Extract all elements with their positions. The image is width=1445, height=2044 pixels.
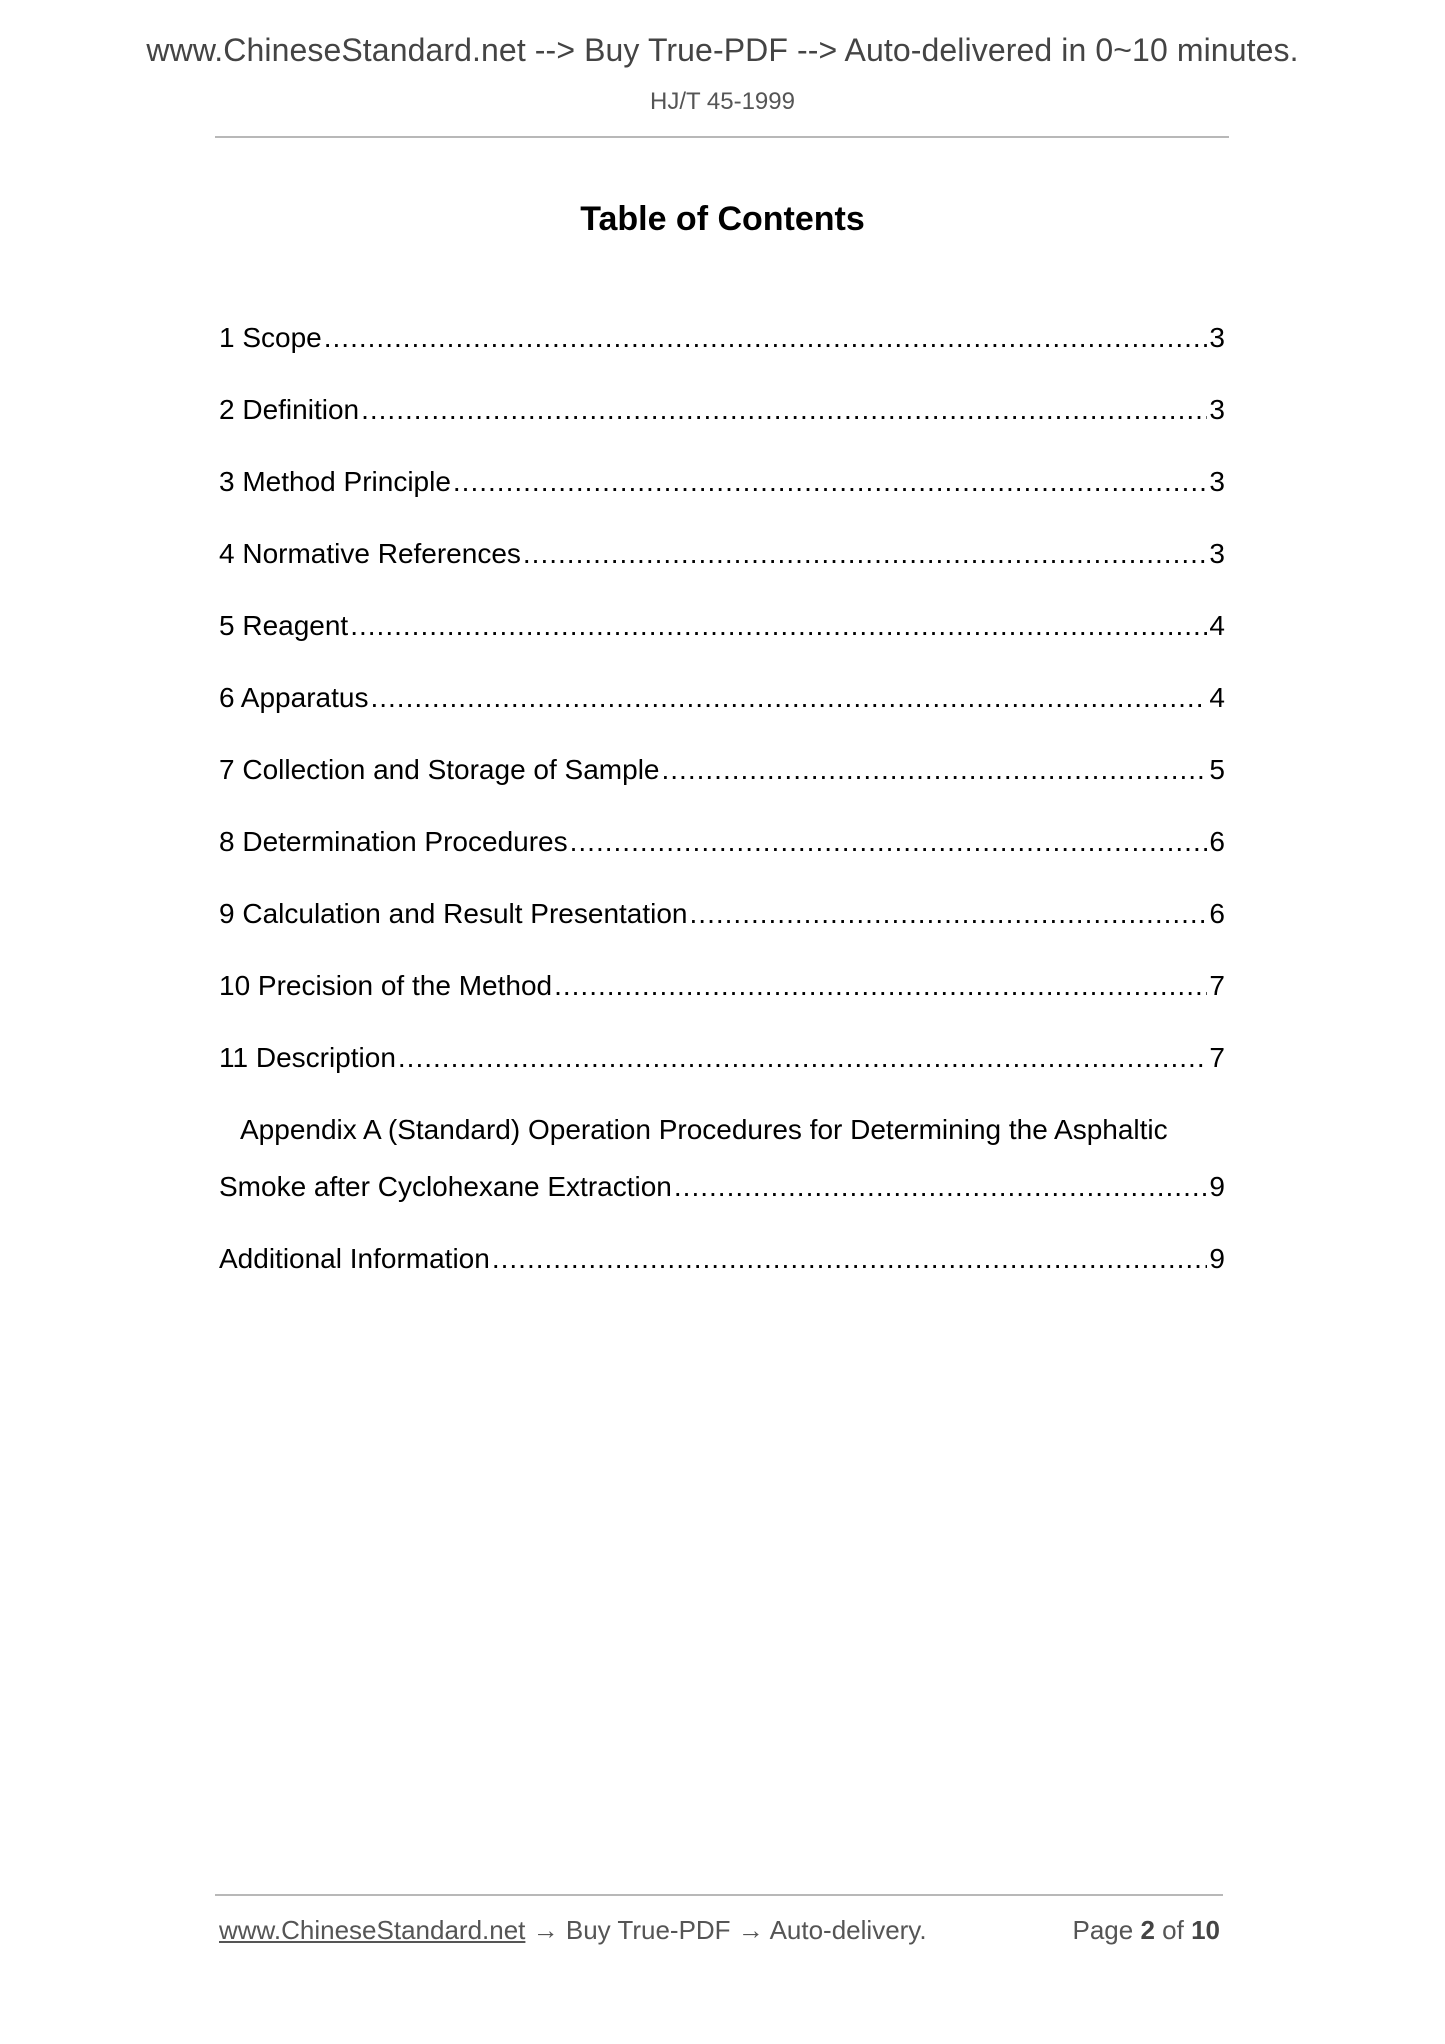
toc-entry-page: 5 [1209,754,1225,785]
toc-entry-definition[interactable] [219,390,1225,462]
toc-entry-label: 11 Description [219,1042,396,1073]
footer-tagline: → Buy True-PDF → Auto-delivery. [525,1915,927,1945]
footer-divider [215,1894,1223,1896]
toc-entry-precision[interactable] [219,966,1225,1038]
toc-entry-label: 5 Reagent [219,610,349,641]
toc-entry-page: 6 [1209,826,1225,857]
toc-entry-apparatus[interactable] [219,678,1225,750]
toc-entry-label: 4 Normative References [219,538,521,569]
toc-entry-appendix-a[interactable] [219,1110,1225,1223]
toc-dot-leader [523,534,1208,574]
toc-entry-reagent[interactable] [219,606,1225,678]
toc-entry-label: 9 Calculation and Result Presentation [219,898,688,929]
toc-entry-description[interactable] [219,1038,1225,1110]
standard-code: HJ/T 45-1999 [650,88,795,115]
page-word: Page [1072,1915,1134,1945]
toc-dot-leader [570,822,1208,862]
toc-dot-leader [324,318,1208,358]
toc-dot-leader [361,390,1207,430]
toc-entry-label: 2 Definition [219,394,360,425]
toc-entry-label: Additional Information [219,1243,490,1274]
page-of-word: of [1162,1915,1184,1945]
toc-entry-label: 1 Scope [219,322,322,353]
toc-dot-leader [370,678,1207,718]
toc-dot-leader [350,606,1207,646]
toc-dot-leader [690,894,1208,934]
toc-entry-page: 6 [1209,898,1225,929]
page-total: 10 [1191,1915,1220,1945]
toc-entry-collection-storage[interactable] [219,750,1225,822]
page-indicator [1072,1913,1220,1947]
footer-site-link[interactable]: www.ChineseStandard.net [219,1915,526,1945]
toc-entry-page: 4 [1209,682,1225,713]
toc-dot-leader [662,750,1208,790]
toc-entry-page: 3 [1209,394,1225,425]
toc-entry-label: 10 Precision of the Method [219,970,553,1001]
toc-entry-label: 8 Determination Procedures [219,826,568,857]
toc-dot-leader [554,966,1207,1006]
toc-dot-leader [674,1167,1208,1207]
toc-entry-page: 9 [1209,1171,1225,1202]
toc-entry-label: 6 Apparatus [219,682,369,713]
header-divider [215,136,1229,138]
toc-entry-method-principle[interactable] [219,462,1225,534]
toc-entry-label: 3 Method Principle [219,466,451,497]
table-of-contents [219,318,1225,1311]
toc-entry-additional-information[interactable] [219,1239,1225,1311]
toc-dot-leader [492,1239,1208,1279]
toc-dot-leader [398,1038,1208,1078]
toc-entry-label-line2-row [219,1167,1225,1223]
toc-entry-page: 3 [1209,466,1225,497]
toc-entry-page: 7 [1209,970,1225,1001]
toc-entry-normative-references[interactable] [219,534,1225,606]
page-current: 2 [1140,1915,1155,1945]
toc-entry-page: 9 [1209,1243,1225,1274]
toc-entry-label-line1: Appendix A (Standard) Operation Procedures for Determining the Asphaltic [240,1114,1168,1145]
toc-entry-calculation[interactable] [219,894,1225,966]
toc-entry-page: 3 [1209,322,1225,353]
toc-title: Table of Contents [580,200,865,238]
toc-entry-label: 7 Collection and Storage of Sample [219,754,660,785]
toc-entry-page: 4 [1209,610,1225,641]
footer-promo [219,1913,927,1947]
toc-entry-scope[interactable] [219,318,1225,390]
toc-entry-label: Smoke after Cyclohexane Extraction [219,1171,672,1202]
toc-entry-page: 7 [1209,1042,1225,1073]
site-banner: www.ChineseStandard.net --> Buy True-PDF --> Auto-delivered in 0~10 minutes. [146,32,1299,68]
toc-entry-determination-procedures[interactable] [219,822,1225,894]
toc-entry-page: 3 [1209,538,1225,569]
toc-dot-leader [453,462,1208,502]
